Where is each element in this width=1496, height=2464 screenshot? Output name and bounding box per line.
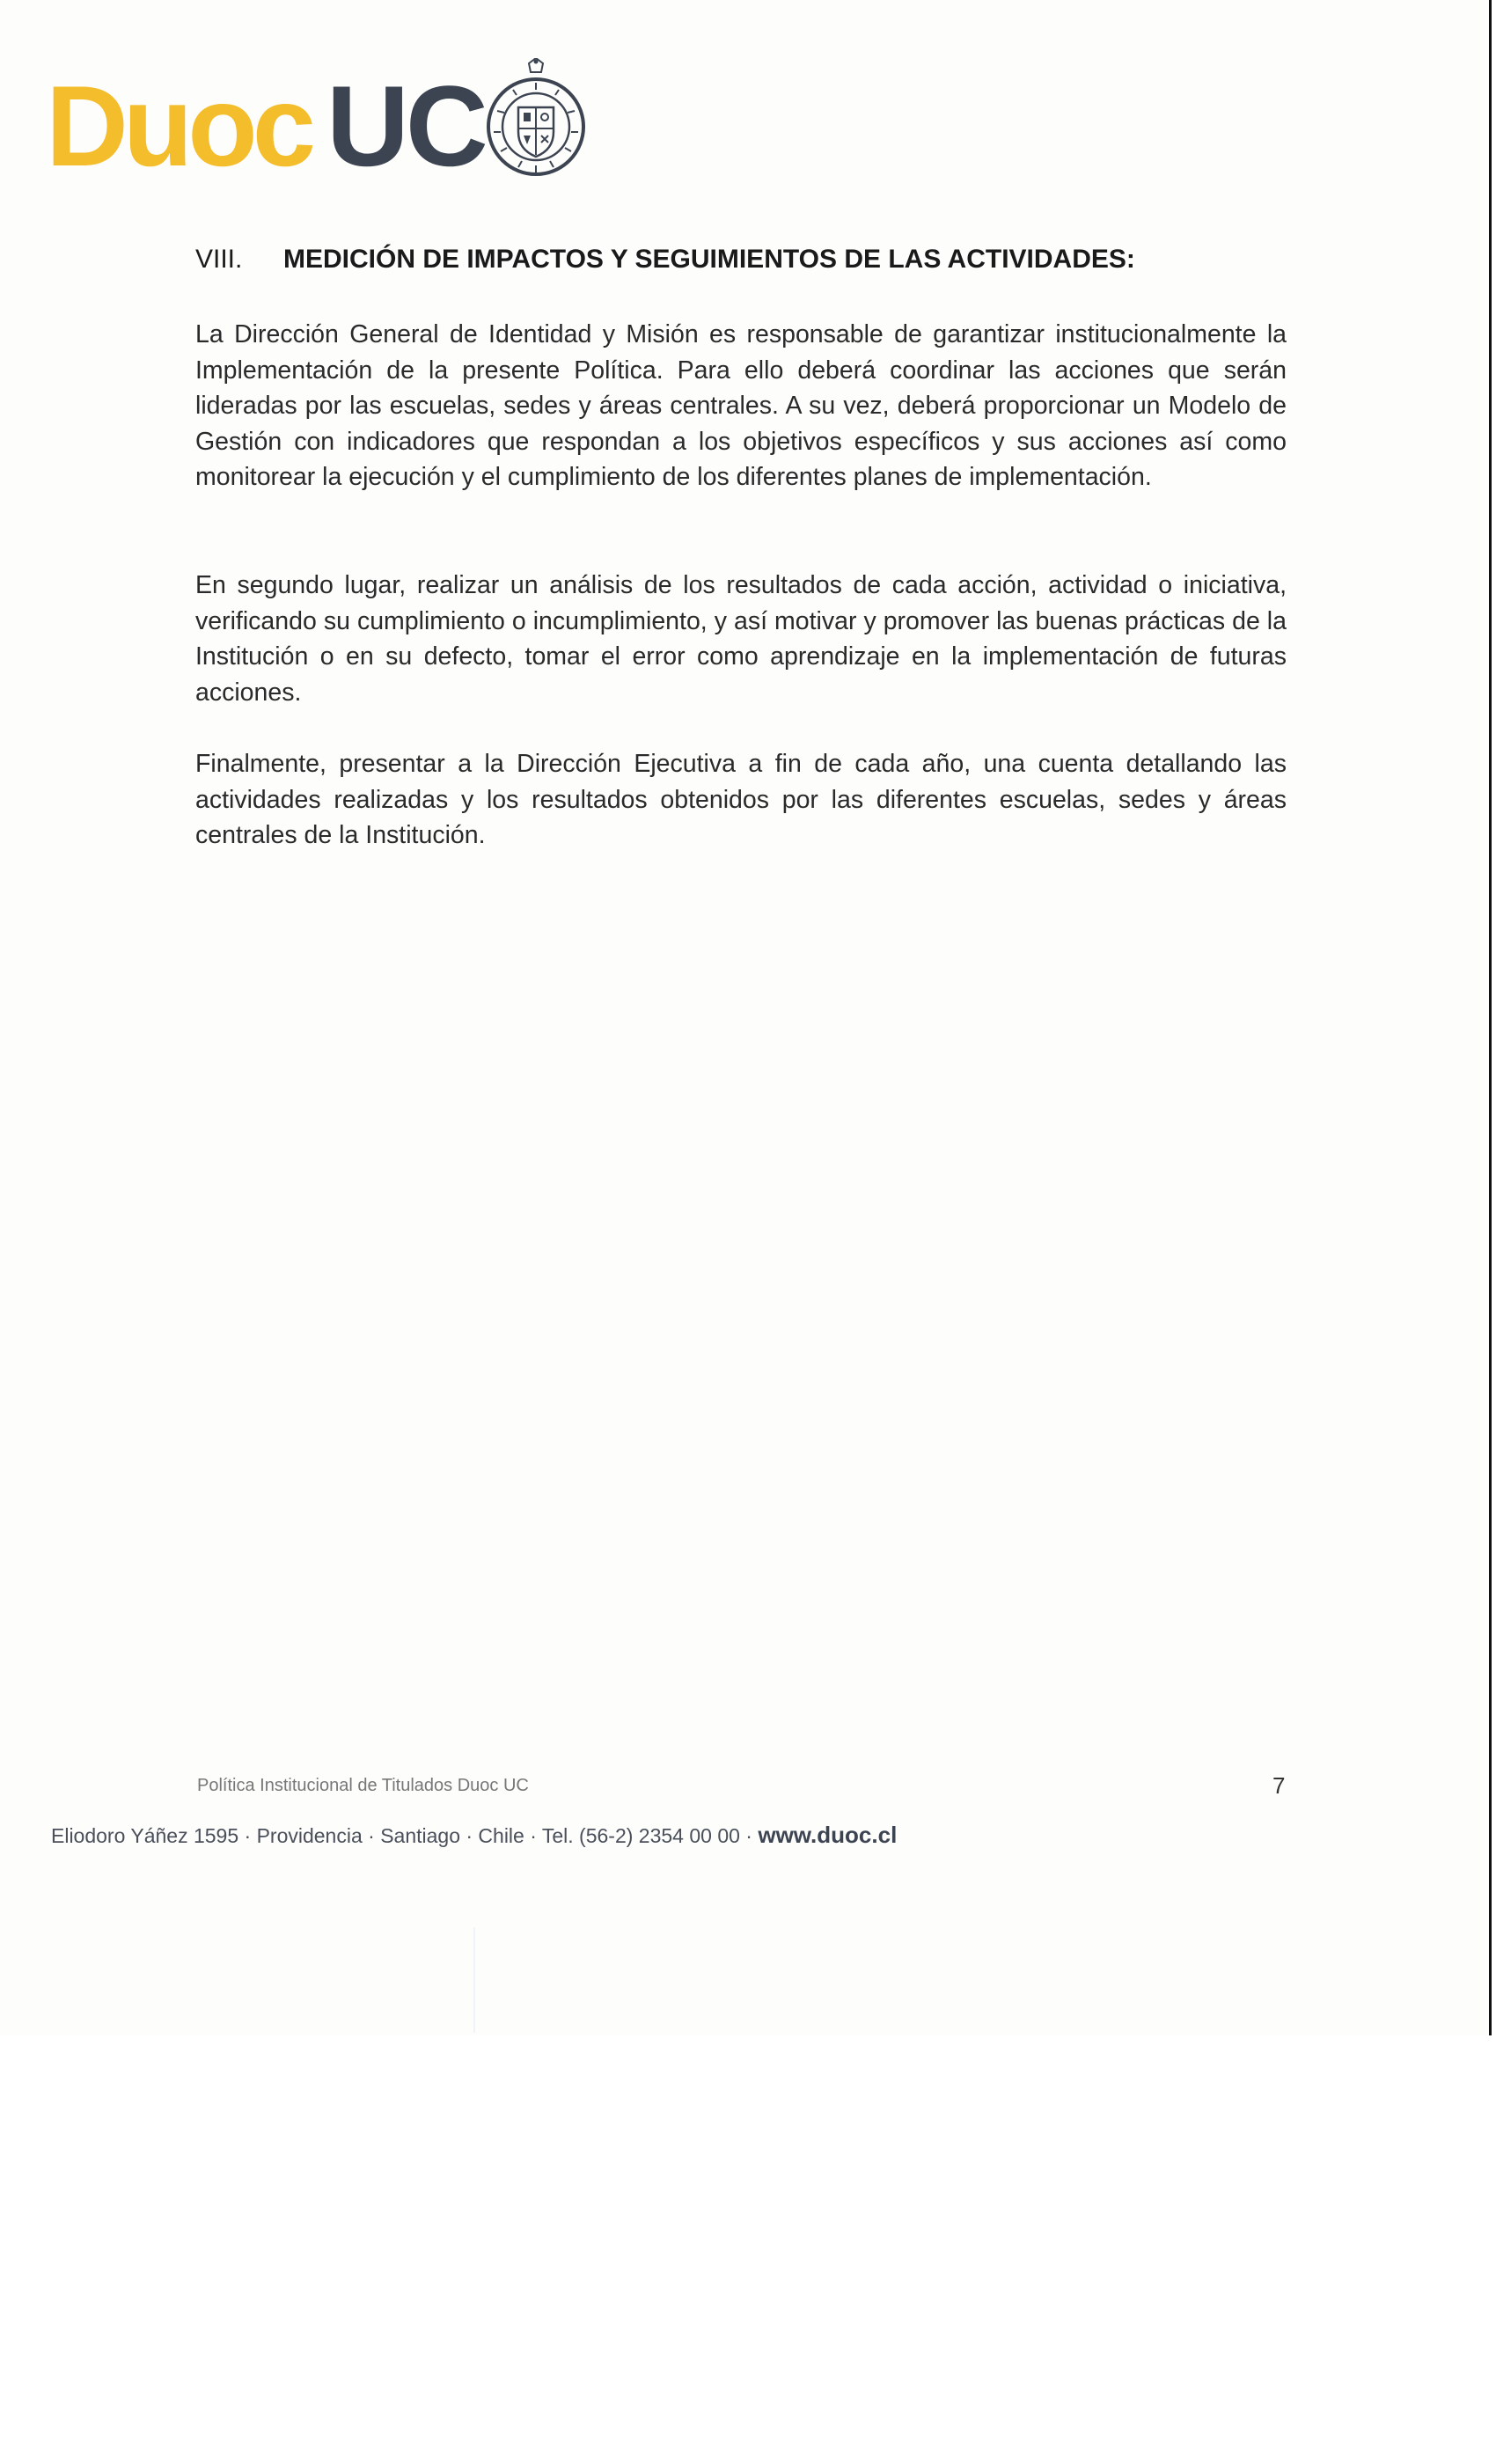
section-number: VIII. (195, 245, 243, 274)
website-link[interactable]: www.duoc.cl (758, 1822, 898, 1848)
footer-document-title: Política Institucional de Titulados Duoc UC (197, 1776, 529, 1795)
page-number: 7 (1272, 1772, 1286, 1799)
section-heading (195, 245, 1135, 275)
footer-address: Eliodoro Yáñez 1595 · Providencia · Santiago · Chile · Tel. (56-2) 2354 00 00 · (51, 1824, 759, 1847)
university-seal-icon (487, 58, 585, 180)
paragraph: En segundo lugar, realizar un análisis de los resultados de cada acción, actividad o iniciativa, verificando su cumplimiento o incumplimiento, y así motivar y promover las buenas prácticas de la Institución o en su defecto, tomar el error como aprendizaje en la implementación de futuras acciones. (195, 571, 1287, 707)
section-title: MEDICIÓN DE IMPACTOS Y SEGUIMIENTOS DE LAS ACTIVIDADES: (283, 245, 1135, 274)
paragraph: La Dirección General de Identidad y Misión es responsable de garantizar institucionalmente la Implementación de la presente Política. Para ello deberá coordinar las acciones que serán lideradas por las escuelas, sedes y áreas centrales. A su vez, deberá proporcionar un Modelo de Gestión con indicadores que respondan a los objetivos específicos y sus acciones así como monitorear la ejecución y el cumplimiento de los diferentes planes de implementación. (195, 320, 1287, 491)
scan-artifact (473, 1927, 475, 2033)
paragraph: Finalmente, presentar a la Dirección Ejecutiva a fin de cada año, una cuenta detallando las actividades realizadas y los resultados obtenidos por las diferentes escuelas, sedes y áreas centrales de la Institución. (195, 750, 1287, 849)
footer-address-line (51, 1822, 897, 1849)
logo-text-duoc: Duoc (46, 62, 311, 190)
logo-text-uc: UC (326, 62, 485, 190)
duoc-uc-logo (46, 51, 585, 190)
